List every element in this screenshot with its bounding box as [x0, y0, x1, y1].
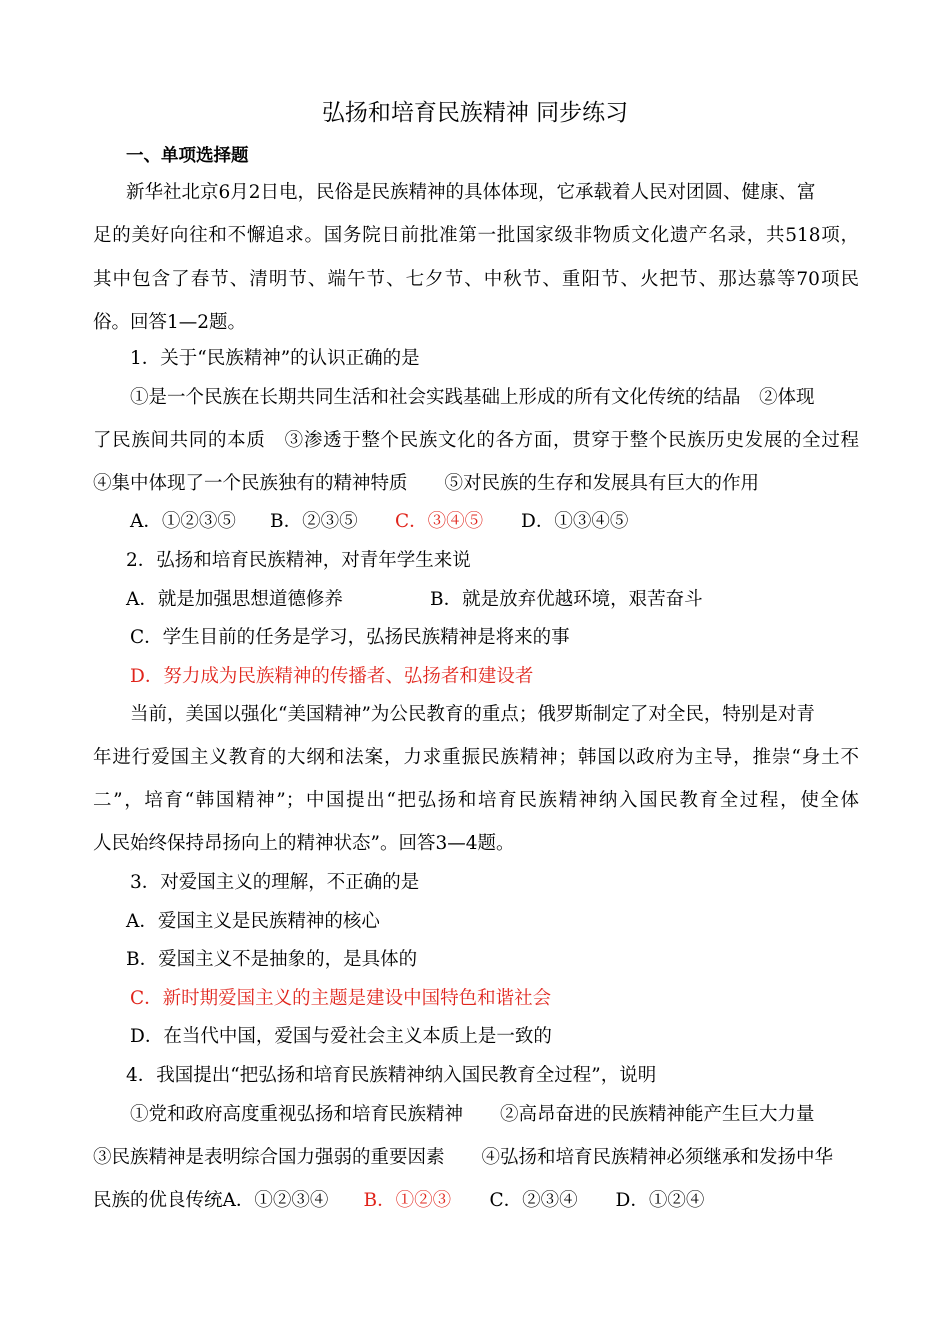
passage2-line4: 人民始终保持昂扬向上的精神状态”。回答3—4题。	[93, 833, 515, 854]
section-heading: 一、单项选择题	[126, 146, 249, 166]
question-1-options	[130, 510, 628, 534]
question-3-option-b: B．爱国主义不是抽象的，是具体的	[126, 949, 418, 970]
question-4-statement-line3-text: 民族的优良传统	[93, 1190, 223, 1211]
question-3-option-a: A．爱国主义是民族精神的核心	[126, 911, 380, 932]
question-4-statement-line2: ③民族精神是表明综合国力强弱的重要因素 ④弘扬和培育民族精神必须继承和发扬中华	[93, 1147, 834, 1168]
passage1-line1: 新华社北京6月2日电，民俗是民族精神的具体体现，它承载着人民对团圆、健康、富	[126, 182, 816, 203]
question-4-option-b: B．①②③	[363, 1190, 452, 1211]
question-3-option-d: D．在当代中国，爱国与爱社会主义本质上是一致的	[130, 1026, 552, 1047]
passage1-line3: 其中包含了春节、清明节、端午节、七夕节、中秋节、重阳节、火把节、那达慕等70项民	[93, 269, 859, 290]
question-1-option-a: A．①②③⑤	[130, 511, 236, 532]
question-2-option-d: D．努力成为民族精神的传播者、弘扬者和建设者	[130, 666, 534, 687]
question-4-statement-line3	[93, 1189, 704, 1213]
question-2-stem: 2．弘扬和培育民族精神，对青年学生来说	[126, 550, 471, 571]
question-1-statement-line2: 了民族间共同的本质 ③渗透于整个民族文化的各方面，贯穿于整个民族历史发展的全过程	[93, 430, 859, 451]
question-2-option-a: A．就是加强思想道德修养	[126, 589, 343, 610]
question-4-option-d: D．①②④	[615, 1190, 705, 1211]
question-3-stem: 3．对爱国主义的理解，不正确的是	[130, 872, 420, 893]
question-2-option-c: C．学生目前的任务是学习，弘扬民族精神是将来的事	[130, 627, 570, 648]
question-4-option-a: A．①②③④	[222, 1190, 329, 1211]
question-1-option-b: B．②③⑤	[270, 511, 358, 532]
question-1-stem: 1．关于“民族精神”的认识正确的是	[130, 348, 420, 369]
passage1-line2: 足的美好向往和不懈追求。国务院日前批准第一批国家级非物质文化遗产名录，共518项，	[93, 225, 859, 246]
question-1-statement-line1: ①是一个民族在长期共同生活和社会实践基础上形成的所有文化传统的结晶 ②体现	[130, 387, 815, 408]
question-4-statement-line1: ①党和政府高度重视弘扬和培育民族精神 ②高昂奋进的民族精神能产生巨大力量	[130, 1104, 815, 1125]
passage2-line3: 二”，培育“韩国精神”；中国提出“把弘扬和培育民族精神纳入国民教育全过程，使全体	[93, 790, 859, 811]
passage2-line2: 年进行爱国主义教育的大纲和法案，力求重振民族精神；韩国以政府为主导，推崇“身土不	[93, 747, 859, 768]
question-4-stem: 4．我国提出“把弘扬和培育民族精神纳入国民教育全过程”，说明	[126, 1065, 657, 1086]
question-4-option-c: C．②③④	[489, 1190, 578, 1211]
question-1-option-d: D．①③④⑤	[521, 511, 629, 532]
passage2-line1: 当前，美国以强化“美国精神”为公民教育的重点；俄罗斯制定了对全民，特别是对青	[130, 704, 815, 725]
question-1-statement-line3: ④集中体现了一个民族独有的精神特质 ⑤对民族的生存和发展具有巨大的作用	[93, 473, 760, 494]
passage1-line4: 俗。回答1—2题。	[93, 312, 247, 333]
question-1-option-c: C．③④⑤	[395, 511, 484, 532]
question-3-option-c: C．新时期爱国主义的主题是建设中国特色和谐社会	[130, 988, 552, 1009]
question-2-option-b: B．就是放弃优越环境，艰苦奋斗	[430, 589, 703, 610]
page-title: 弘扬和培育民族精神 同步练习	[321, 100, 629, 126]
